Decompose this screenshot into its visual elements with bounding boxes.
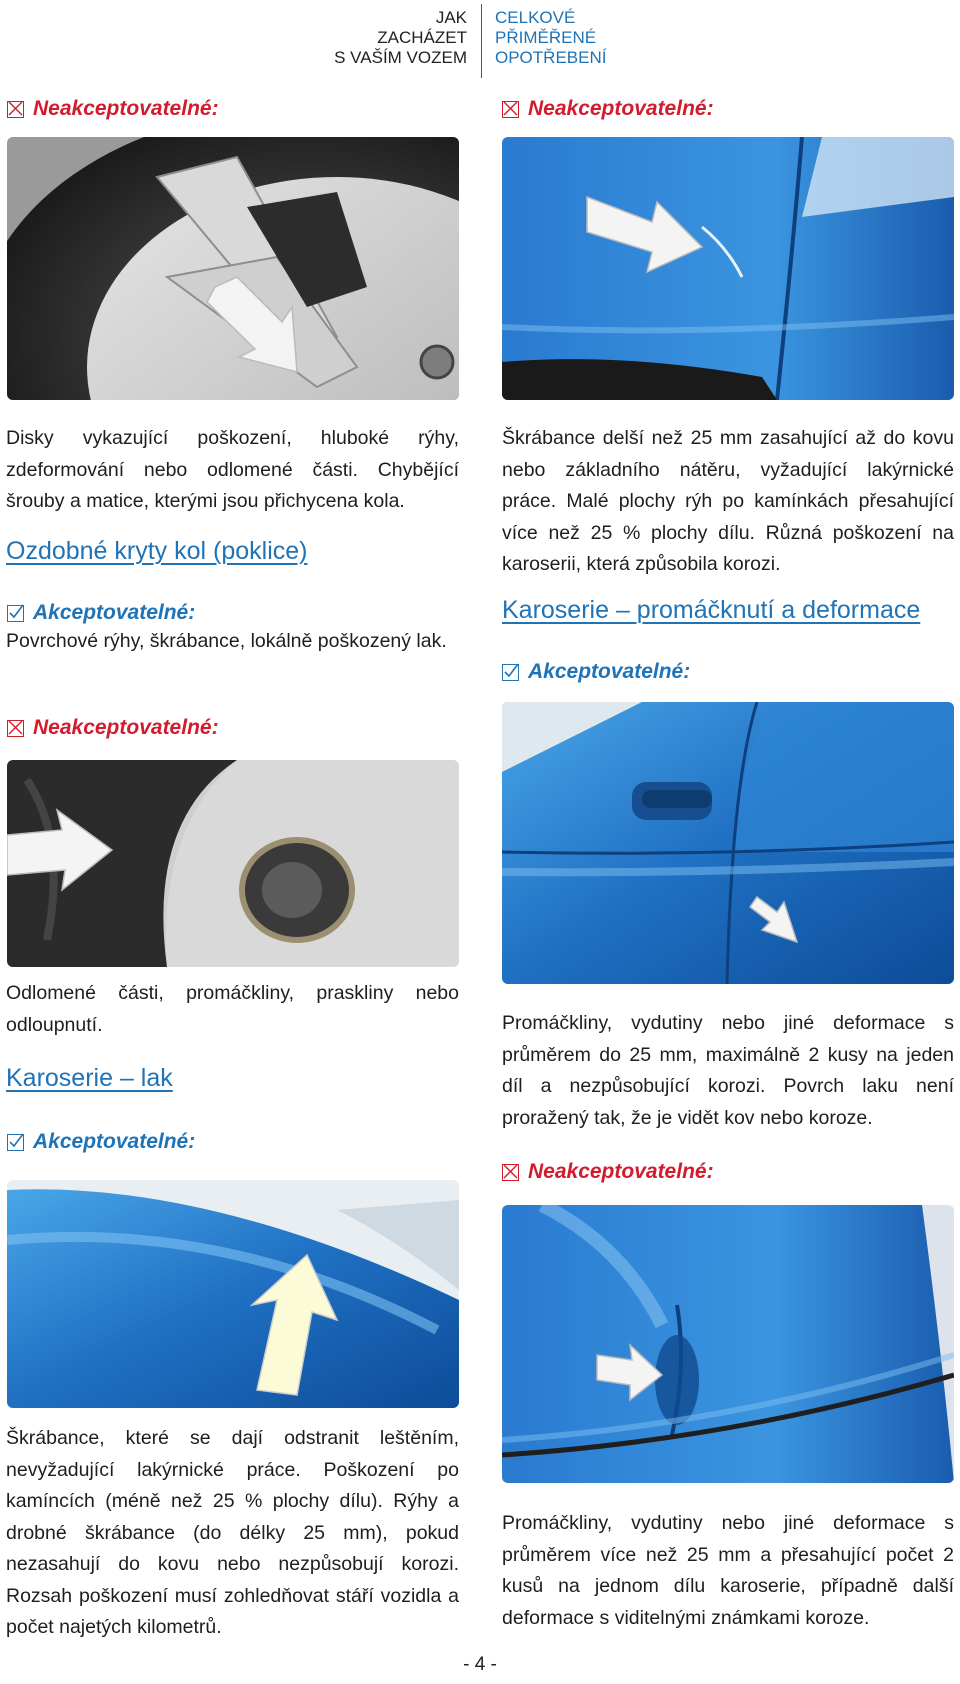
deep-scratch-photo (502, 137, 954, 400)
header-divider (481, 4, 482, 78)
section-heading: Ozdobné kryty kol (poklice) (6, 537, 308, 565)
status-acceptable (502, 660, 690, 684)
paragraph: Škrábance, které se dají odstranit leštěním, nevyžadující lakýrnické práce. Poškození po kamíncích (méně než 25 % plochy dílu). Rýhy a drobné škrábance (do délky 25 mm), pokud nezasahují do kovu nebo nezpůsobují korozi. Rozsah poškození musí zohledňovat stáří vozidla a počet najetých kilometrů. (6, 1427, 459, 1638)
hubcap-damage-photo (7, 760, 459, 967)
paragraph: Promáčkliny, vydutiny nebo jiné deformace s průměrem více než 25 mm a přesahující počet 2 kusů na jednom dílu karoserie, případně další deformace s viditelnými známkami koroze. (502, 1512, 954, 1629)
page-number: - 4 - (463, 1654, 497, 1675)
section-heading: Karoserie – lak (6, 1064, 173, 1092)
paint-scratch-photo (7, 1180, 459, 1408)
paragraph: Disky vykazující poškození, hluboké rýhy, zdeformování nebo odlomené části. Chybějící šrouby a matice, kterými jsou přichycena kola. (6, 427, 459, 512)
cross-box-icon (7, 101, 24, 118)
check-box-icon (502, 664, 519, 681)
header-left-line: ZACHÁZET (377, 28, 467, 47)
paragraph: Odlomené části, promáčkliny, praskliny nebo odloupnutí. (6, 982, 459, 1036)
status-acceptable (7, 601, 195, 625)
header-right-line: OPOTŘEBENÍ (495, 48, 607, 67)
status-label: Neakceptovatelné: (33, 716, 219, 739)
header-left-line: JAK (435, 8, 467, 27)
check-box-icon (7, 1134, 24, 1151)
large-dent-photo (502, 1205, 954, 1483)
status-unacceptable (7, 716, 219, 740)
status-label: Neakceptovatelné: (528, 97, 714, 120)
check-box-icon (7, 605, 24, 622)
header-right-line: PŘIMĚŘENÉ (495, 28, 597, 47)
cross-box-icon (7, 720, 24, 737)
cross-box-icon (502, 101, 519, 118)
status-unacceptable (7, 97, 219, 121)
wheel-rim-damage-photo (7, 137, 459, 400)
header-chapter-title (495, 8, 735, 68)
status-label: Akceptovatelné: (33, 601, 196, 624)
paragraph: Povrchové rýhy, škrábance, lokálně poškozený lak. (6, 630, 447, 652)
section-heading: Karoserie – promáčknutí a deformace (502, 596, 921, 624)
header-section-title (267, 8, 467, 68)
status-label: Akceptovatelné: (528, 660, 691, 683)
paragraph: Škrábance delší než 25 mm zasahující až do kovu nebo základního nátěru, vyžadující lakýrnické práce. Malé plochy rýh po kamínkách přesahující více než 25 % plochy dílu. Různá poškození na karoserii, která způsobila korozi. (502, 427, 954, 575)
status-acceptable (7, 1130, 195, 1154)
status-label: Akceptovatelné: (33, 1130, 196, 1153)
small-dent-photo (502, 702, 954, 984)
cross-box-icon (502, 1164, 519, 1181)
status-unacceptable (502, 1160, 714, 1184)
status-label: Neakceptovatelné: (33, 97, 219, 120)
header-right-line: CELKOVÉ (495, 8, 576, 27)
status-label: Neakceptovatelné: (528, 1160, 714, 1183)
header-left-line: S VAŠÍM VOZEM (334, 48, 467, 67)
status-unacceptable (502, 97, 714, 121)
paragraph: Promáčkliny, vydutiny nebo jiné deformace s průměrem do 25 mm, maximálně 2 kusy na jeden díl a nezpůsobující korozi. Povrch laku není proražený tak, že je vidět kov nebo koroze. (502, 1012, 954, 1129)
